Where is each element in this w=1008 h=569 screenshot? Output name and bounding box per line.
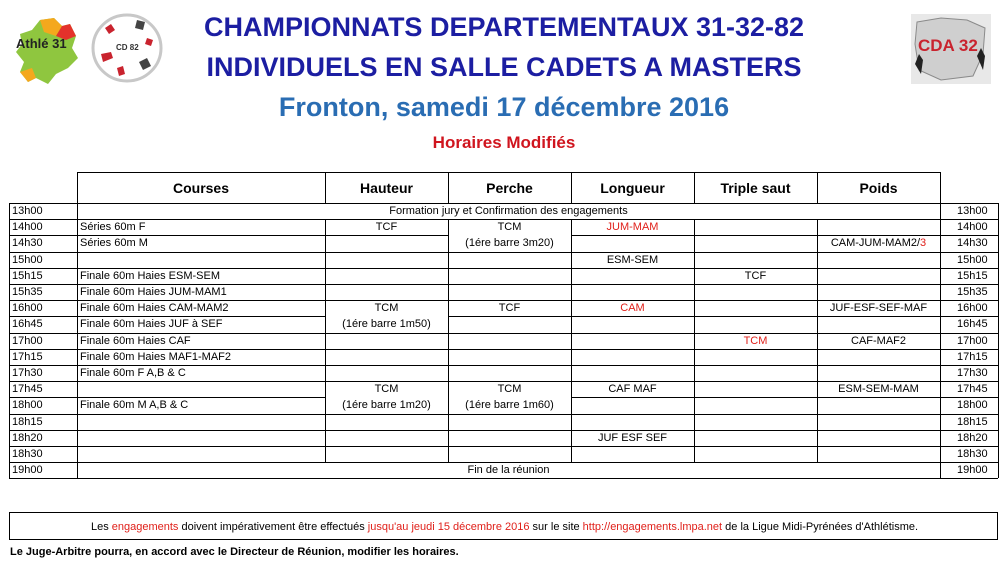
- row-border: [940, 203, 998, 204]
- registration-link[interactable]: http://engagements.lmpa.net: [582, 521, 723, 533]
- time-cell-left: 15h00: [12, 253, 43, 266]
- courses-cell: Finale 60m M A,B & C: [80, 399, 189, 412]
- row-border: [325, 333, 448, 334]
- row-border: [817, 430, 940, 431]
- col-border: [694, 430, 695, 446]
- row-border: [9, 252, 77, 253]
- hauteur-cell: TCM: [374, 302, 399, 315]
- row-border: [325, 203, 448, 204]
- row-border: [448, 430, 571, 431]
- time-cell-left: 18h20: [12, 431, 43, 444]
- time-cell-right: 17h15: [957, 350, 988, 363]
- row-border: [940, 235, 998, 236]
- row-border: [817, 219, 940, 220]
- col-border: [694, 252, 695, 268]
- poids-text: CAM-JUM-MAM2/: [830, 237, 921, 250]
- row-border: [940, 414, 998, 415]
- time-cell-right: 17h45: [957, 383, 988, 396]
- row-border: [694, 397, 817, 398]
- row-border: [77, 300, 325, 301]
- time-cell-left: 15h15: [12, 269, 43, 282]
- col-border: [817, 349, 818, 365]
- header-top-border: [77, 172, 940, 173]
- row-border: [325, 381, 448, 382]
- row-border: [77, 284, 325, 285]
- row-border: [77, 235, 325, 236]
- time-cell-left: 15h35: [12, 286, 43, 298]
- row-border: [940, 300, 998, 301]
- row-border: [9, 300, 77, 301]
- row-border: [9, 446, 77, 447]
- row-border: [325, 349, 448, 350]
- col-border: [817, 316, 818, 332]
- row-border: [694, 381, 817, 382]
- col-border: [694, 349, 695, 365]
- col-border: [817, 414, 818, 430]
- note-text-2: doivent impérativement être effectués: [178, 521, 368, 533]
- footer-notice: Le Juge-Arbitre pourra, en accord avec le Directeur de Réunion, modifier les horaires.: [10, 546, 459, 558]
- poids-suffix: 3: [920, 237, 927, 250]
- col-border: [694, 365, 695, 381]
- registration-note: [10, 521, 999, 533]
- row-border: [817, 333, 940, 334]
- row-border: [9, 381, 77, 382]
- row-border: [9, 397, 77, 398]
- row-border: [77, 252, 325, 253]
- time-cell-right: 19h00: [957, 464, 988, 477]
- athle-31-logo-text: Athlé 31: [16, 36, 67, 51]
- time-cell-right: 16h00: [957, 302, 988, 315]
- col-border: [817, 446, 818, 462]
- row-border: [9, 235, 77, 236]
- time-col-border: [77, 203, 78, 478]
- time-cell-left: 16h45: [12, 318, 43, 331]
- triple-saut-cell: TCF: [744, 269, 767, 282]
- row-border: [817, 397, 940, 398]
- row-border: [571, 414, 694, 415]
- col-border: [325, 349, 326, 365]
- row-border: [77, 414, 325, 415]
- row-border: [448, 349, 571, 350]
- time-cell-left: 18h00: [12, 399, 43, 412]
- col-border: [694, 219, 695, 235]
- col-border: [571, 414, 572, 430]
- row-border: [694, 446, 817, 447]
- row-border: [9, 349, 77, 350]
- poids-cell: [817, 335, 940, 348]
- row-border: [817, 365, 940, 366]
- time-cell-left: 14h30: [12, 237, 43, 250]
- note-text-1: Les: [90, 521, 112, 533]
- row-border: [325, 300, 448, 301]
- time-cell-left: 17h45: [12, 383, 43, 396]
- row-border: [9, 462, 77, 463]
- row-border: [940, 430, 998, 431]
- col-border: [325, 252, 326, 268]
- col-border: [325, 446, 326, 462]
- row-border: [77, 203, 325, 204]
- row-border: [325, 462, 448, 463]
- courses-cell: Séries 60m M: [80, 237, 148, 250]
- row-border: [9, 430, 77, 431]
- col-border: [817, 365, 818, 381]
- col-border: [571, 235, 572, 251]
- perche-cell: (1ére barre 3m20): [465, 237, 554, 250]
- row-border: [940, 284, 998, 285]
- poids-text: JUF-ESF-SEF-MAF: [829, 302, 928, 315]
- poids-cell: [817, 237, 940, 250]
- col-border: [448, 414, 449, 430]
- row-border: [77, 381, 325, 382]
- col-border: [694, 381, 695, 397]
- col-border: [448, 252, 449, 268]
- row-border: [77, 268, 325, 269]
- row-border: [77, 446, 325, 447]
- row-border: [817, 300, 940, 301]
- time-cell-right: 18h20: [957, 431, 988, 444]
- col-border: [448, 333, 449, 349]
- row-border: [694, 268, 817, 269]
- col-border: [448, 268, 449, 284]
- row-border: [77, 430, 325, 431]
- col-border: [571, 397, 572, 413]
- row-border: [77, 333, 325, 334]
- col-border: [325, 430, 326, 446]
- longueur-cell: JUF ESF SEF: [597, 431, 668, 444]
- column-header: Perche: [486, 180, 533, 196]
- row-border: [694, 235, 817, 236]
- time-cell-left: 13h00: [12, 205, 43, 217]
- courses-cell: Finale 60m F A,B & C: [80, 367, 186, 379]
- modified-schedule-label: Horaires Modifiés: [432, 133, 576, 152]
- row-border: [9, 284, 77, 285]
- row-border: [77, 219, 325, 220]
- row-border: [571, 219, 694, 220]
- col-border: [325, 235, 326, 251]
- row-border: [817, 349, 940, 350]
- row-border: [571, 333, 694, 334]
- col-border: [817, 284, 818, 300]
- longueur-cell: CAF MAF: [608, 383, 657, 396]
- col-border: [448, 430, 449, 446]
- title-line-1: CHAMPIONNATS DEPARTEMENTAUX 31-32-82: [203, 12, 805, 42]
- col-border: [571, 268, 572, 284]
- row-border: [571, 300, 694, 301]
- row-border: [694, 333, 817, 334]
- time-cell-right: 16h45: [957, 318, 988, 331]
- row-border: [448, 268, 571, 269]
- row-border: [325, 219, 448, 220]
- col-border: [325, 365, 326, 381]
- time-cell-left: 18h30: [12, 448, 43, 460]
- hauteur-cell: (1ére barre 1m20): [342, 399, 431, 412]
- time-cell-right: 17h30: [957, 367, 988, 379]
- perche-cell: TCM: [497, 383, 522, 396]
- row-border: [9, 203, 77, 204]
- row-border: [448, 219, 571, 220]
- row-border: [940, 219, 998, 220]
- col-border: [817, 268, 818, 284]
- courses-cell: Finale 60m Haies MAF1-MAF2: [80, 350, 231, 363]
- time-cell-right: 15h00: [957, 253, 988, 266]
- row-border: [940, 381, 998, 382]
- col-border: [448, 316, 449, 332]
- note-engagements: engagements: [111, 521, 179, 533]
- full-row-text: Formation jury et Confirmation des engagements: [389, 205, 628, 217]
- registration-note-box: [9, 512, 998, 540]
- note-deadline: jusqu'au jeudi 15 décembre 2016: [367, 521, 530, 533]
- row-border: [77, 462, 325, 463]
- row-border: [817, 462, 940, 463]
- col-border: [694, 446, 695, 462]
- row-border: [694, 219, 817, 220]
- courses-cell: Finale 60m Haies CAM-MAM2: [80, 302, 229, 315]
- row-border: [9, 316, 77, 317]
- col-border: [694, 284, 695, 300]
- row-border: [325, 235, 448, 236]
- row-border: [9, 365, 77, 366]
- poids-cell: [817, 383, 940, 396]
- row-border: [325, 268, 448, 269]
- row-border: [325, 414, 448, 415]
- col-border: [694, 235, 695, 251]
- row-border: [9, 268, 77, 269]
- row-border: [448, 252, 571, 253]
- row-border: [448, 414, 571, 415]
- col-border: [817, 252, 818, 268]
- column-header: Hauteur: [360, 180, 413, 196]
- row-border: [817, 203, 940, 204]
- table-bottom-border: [9, 478, 998, 479]
- row-border: [940, 316, 998, 317]
- column-header: Courses: [172, 180, 230, 196]
- hauteur-cell: TCF: [375, 221, 398, 234]
- row-border: [9, 219, 77, 220]
- time-cell-right: 18h00: [957, 399, 988, 412]
- row-border: [571, 365, 694, 366]
- poids-cell: [817, 302, 940, 315]
- longueur-cell: JUM-MAM: [606, 221, 659, 234]
- row-border: [448, 381, 571, 382]
- table-left-border: [9, 203, 10, 478]
- row-border: [817, 235, 940, 236]
- cd-82-logo-text: CD 82: [116, 43, 139, 52]
- row-border: [694, 203, 817, 204]
- row-border: [448, 316, 571, 317]
- table-right-border: [998, 203, 999, 478]
- time-cell-right: 15h35: [957, 286, 988, 298]
- col-border: [817, 430, 818, 446]
- cd-82-logo: [87, 10, 167, 86]
- courses-cell: Séries 60m F: [80, 221, 146, 234]
- row-border: [571, 446, 694, 447]
- row-border: [448, 203, 571, 204]
- col-border: [448, 349, 449, 365]
- time-cell-left: 19h00: [12, 464, 43, 477]
- row-border: [448, 300, 571, 301]
- row-border: [940, 365, 998, 366]
- row-border: [817, 284, 940, 285]
- col-border: [571, 284, 572, 300]
- col-border: [571, 349, 572, 365]
- row-border: [77, 365, 325, 366]
- col-border: [694, 397, 695, 413]
- col-border: [325, 333, 326, 349]
- row-border: [571, 268, 694, 269]
- row-border: [77, 349, 325, 350]
- col-border: [448, 365, 449, 381]
- longueur-cell: CAM: [620, 302, 645, 315]
- row-border: [694, 349, 817, 350]
- time-cell-left: 18h15: [12, 415, 43, 428]
- time-cell-left: 17h15: [12, 350, 43, 363]
- row-border: [940, 252, 998, 253]
- col-border: [571, 365, 572, 381]
- courses-cell: Finale 60m Haies CAF: [80, 334, 191, 347]
- row-border: [940, 446, 998, 447]
- row-border: [448, 462, 571, 463]
- time-cell-right: 15h15: [957, 269, 988, 282]
- column-header: Poids: [859, 180, 898, 196]
- row-border: [694, 365, 817, 366]
- row-border: [325, 284, 448, 285]
- row-border: [694, 316, 817, 317]
- time-cell-right: 18h15: [957, 415, 988, 428]
- row-border: [571, 349, 694, 350]
- col-border: [325, 284, 326, 300]
- row-border: [940, 462, 998, 463]
- row-border: [940, 268, 998, 269]
- perche-cell: (1ére barre 1m60): [465, 399, 554, 412]
- row-border: [940, 397, 998, 398]
- row-border: [940, 333, 998, 334]
- row-border: [694, 414, 817, 415]
- courses-cell: Finale 60m Haies JUF à SEF: [80, 318, 223, 331]
- row-border: [817, 268, 940, 269]
- row-border: [571, 284, 694, 285]
- col-border: [571, 316, 572, 332]
- time-cell-left: 16h00: [12, 302, 43, 315]
- time-cell-right: 14h30: [957, 237, 988, 250]
- col-border: [817, 397, 818, 413]
- row-border: [940, 349, 998, 350]
- row-border: [448, 446, 571, 447]
- row-border: [571, 252, 694, 253]
- row-border: [77, 316, 325, 317]
- row-border: [571, 397, 694, 398]
- col-border: [325, 414, 326, 430]
- col-border: [694, 316, 695, 332]
- time-cell-right: 13h00: [957, 205, 988, 217]
- subtitle-location-date: Fronton, samedi 17 décembre 2016: [278, 92, 730, 122]
- triple-saut-cell: TCM: [743, 334, 768, 347]
- time-cell-left: 17h30: [12, 367, 43, 379]
- row-border: [571, 381, 694, 382]
- row-border: [325, 365, 448, 366]
- row-border: [9, 414, 77, 415]
- row-border: [694, 252, 817, 253]
- row-border: [448, 284, 571, 285]
- col-border: [694, 414, 695, 430]
- note-text-3: sur le site: [529, 521, 583, 533]
- col-border: [817, 219, 818, 235]
- col-border: [448, 446, 449, 462]
- courses-cell: Finale 60m Haies JUM-MAM1: [80, 286, 227, 298]
- row-border: [571, 430, 694, 431]
- row-border: [325, 430, 448, 431]
- row-border: [817, 252, 940, 253]
- row-border: [817, 316, 940, 317]
- poids-text: CAF-MAF2: [851, 334, 906, 347]
- row-border: [325, 252, 448, 253]
- time-cell-right: 14h00: [957, 221, 988, 234]
- header-col-border: [940, 172, 941, 203]
- time-cell-left: 17h00: [12, 334, 43, 347]
- row-border: [571, 316, 694, 317]
- perche-cell: TCM: [497, 221, 522, 234]
- column-header: Triple saut: [720, 180, 791, 196]
- row-border: [817, 414, 940, 415]
- row-border: [694, 462, 817, 463]
- perche-cell: TCF: [498, 302, 521, 315]
- row-border: [448, 333, 571, 334]
- row-border: [694, 284, 817, 285]
- row-border: [448, 365, 571, 366]
- row-border: [817, 446, 940, 447]
- athle-31-logo: [10, 16, 82, 86]
- row-border: [571, 203, 694, 204]
- poids-text: ESM-SEM-MAM: [838, 383, 919, 396]
- row-border: [571, 462, 694, 463]
- time-cell-right: 18h30: [957, 448, 988, 460]
- col-border: [571, 333, 572, 349]
- row-border: [694, 430, 817, 431]
- row-border: [694, 300, 817, 301]
- hauteur-cell: (1ére barre 1m50): [342, 318, 431, 331]
- col-border: [694, 300, 695, 316]
- full-row-text: Fin de la réunion: [467, 464, 550, 477]
- col-border: [571, 446, 572, 462]
- cda-32-logo: [911, 14, 991, 84]
- cda-32-logo-text: CDA 32: [918, 36, 978, 55]
- col-border: [448, 284, 449, 300]
- hauteur-cell: TCM: [374, 383, 399, 396]
- row-border: [77, 397, 325, 398]
- row-border: [817, 381, 940, 382]
- row-border: [325, 446, 448, 447]
- title-line-2: INDIVIDUELS EN SALLE CADETS A MASTERS: [206, 52, 802, 82]
- time-cell-right: 17h00: [957, 334, 988, 347]
- time-col-right-border: [940, 203, 941, 478]
- longueur-cell: ESM-SEM: [606, 253, 659, 266]
- row-border: [9, 333, 77, 334]
- courses-cell: Finale 60m Haies ESM-SEM: [80, 269, 220, 282]
- note-text-4: de la Ligue Midi-Pyrénées d'Athlétisme.: [722, 521, 919, 533]
- time-cell-left: 14h00: [12, 221, 43, 234]
- col-border: [325, 268, 326, 284]
- row-border: [571, 235, 694, 236]
- column-header: Longueur: [600, 180, 665, 196]
